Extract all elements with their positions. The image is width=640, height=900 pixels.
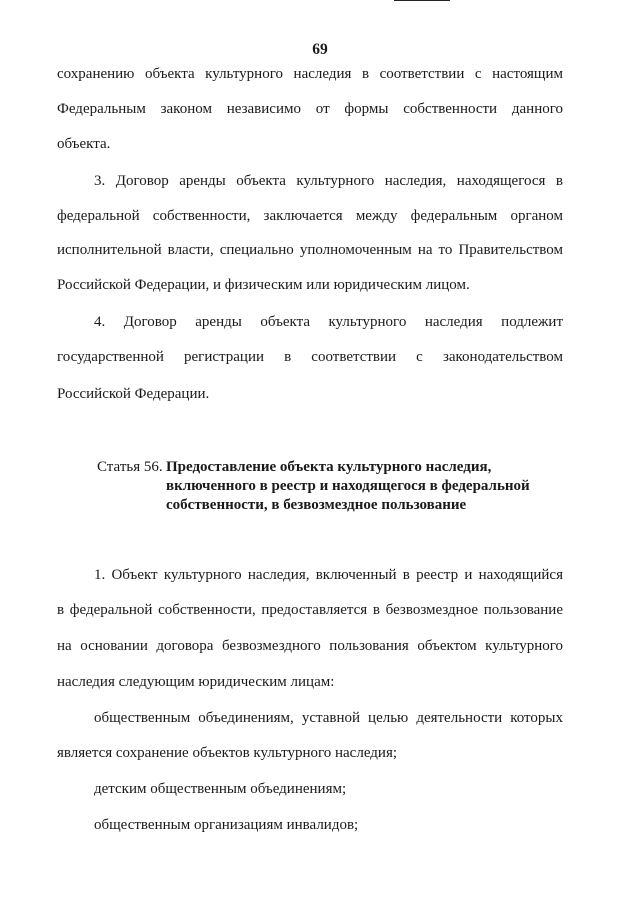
paragraph-line: Российской Федерации.: [57, 386, 210, 402]
paragraph-line: объекта.: [57, 136, 111, 152]
paragraph-line: на основании договора безвозмездного пользования объектом культурного: [57, 638, 563, 654]
list-item: общественным организациям инвалидов;: [94, 817, 359, 833]
list-item-line: общественным объединениям, уставной целью деятельности которых: [94, 710, 563, 726]
paragraph-line: федеральной собственности, заключается между федеральным органом: [57, 208, 563, 224]
paragraph-line: наследия следующим юридическим лицам:: [57, 674, 335, 690]
list-item-line: является сохранение объектов культурного наследия;: [57, 745, 398, 761]
paragraph-line: 4. Договор аренды объекта культурного наследия подлежит: [94, 314, 563, 330]
article-title-line: Предоставление объекта культурного наследия,: [166, 459, 492, 475]
paragraph-line: 3. Договор аренды объекта культурного наследия, находящегося в: [94, 173, 563, 189]
paragraph-line: сохранению объекта культурного наследия в соответствии с настоящим: [57, 66, 563, 82]
paragraph-line: 1. Объект культурного наследия, включенный в реестр и находящийся: [94, 567, 563, 583]
paragraph-line: Российской Федерации, и физическим или юридическим лицом.: [57, 277, 470, 293]
top-rule: [394, 0, 450, 1]
article-title-line: включенного в реестр и находящегося в федеральной: [166, 478, 530, 494]
article-title-line: собственности, в безвозмездное пользование: [166, 497, 467, 513]
paragraph-line: Федеральным законом независимо от формы собственности данного: [57, 101, 563, 117]
paragraph-line: исполнительной власти, специально уполномоченным на то Правительством: [57, 242, 563, 258]
list-item: детским общественным объединениям;: [94, 781, 347, 797]
paragraph-line: государственной регистрации в соответствии с законодательством: [57, 349, 563, 365]
paragraph-line: в федеральной собственности, предоставляется в безвозмездное пользование: [57, 602, 563, 618]
page-number: 69: [312, 41, 328, 58]
article-number: Статья 56.: [97, 459, 163, 475]
